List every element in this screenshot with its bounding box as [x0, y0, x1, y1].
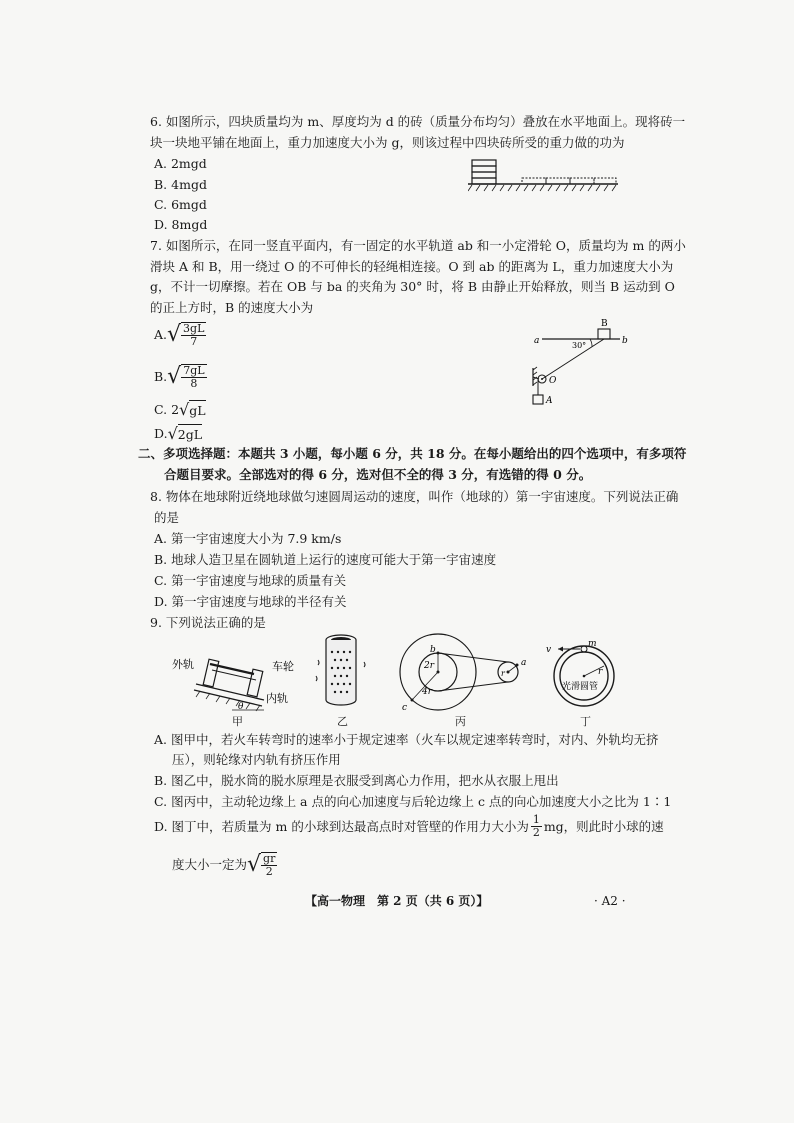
q7-option-a-label: A. [154, 327, 168, 342]
q9-fig-label-jia: 甲 [232, 715, 243, 728]
q7-option-a [154, 322, 206, 348]
q9-fig-v: v [546, 645, 552, 655]
q7-fig-O: O [549, 376, 557, 386]
q9-fig-label-ding: 丁 [580, 715, 591, 728]
q7-pulley-figure [530, 316, 634, 408]
q6-line1: 6. 如图所示，四块质量均为 m、厚度均为 d 的砖（质量分布均匀）叠放在水平地面上。现将砖一 [150, 114, 686, 129]
q7-option-c: C. 2 √ gL [154, 400, 206, 419]
q7-option-b-den: 8 [190, 377, 198, 390]
q9-fig-m: m [588, 639, 597, 649]
q7-fig-angle: 30° [572, 341, 587, 350]
q7-option-b-sqrt: √ $\frac{7gL}{8}$ [167, 364, 205, 390]
q9-fig-theta: θ [238, 702, 244, 712]
q9-fig-2r: 2r [424, 661, 435, 671]
q9-option-b: B. 图乙中，脱水筒的脱水原理是衣服受到离心力作用，把水从衣服上甩出 [154, 773, 559, 788]
q9-fig-tube: 光滑圆管 [562, 682, 599, 692]
q8-line1: 8. 物体在地球附近绕地球做匀速圆周运动的速度，叫作（地球的）第一宇宙速度。下列说法正确 [150, 489, 679, 504]
q9-figure-ding [540, 636, 620, 712]
q7-option-c-rad: gL [189, 400, 205, 421]
q9-fig-label-bing: 丙 [455, 715, 466, 728]
q9-fig-a: a [521, 658, 527, 668]
q7-option-d-rad: 2gL [178, 424, 202, 445]
q7-fig-a: a [534, 336, 540, 346]
q6-option-d: D. 8mgd [154, 217, 208, 232]
q9-option-d-frac-den: 2 [532, 826, 540, 839]
q7-option-c-label: C. 2 [154, 402, 180, 417]
q7-line4: 的正上方时，B 的速度大小为 [150, 300, 314, 315]
q9-option-d-line1 [154, 814, 664, 839]
page-code: · A2 · [594, 894, 626, 908]
q9-option-d-pre: D. 图丁中，若质量为 m 的小球到达最高点时对管壁的作用力大小为 [154, 818, 529, 834]
q7-fig-A: A [546, 396, 553, 406]
q9-fig-r: r [501, 669, 505, 678]
q7-option-a-num: 3gL [183, 322, 205, 335]
q6-option-a: A. 2mgd [154, 156, 207, 171]
q8-option-a: A. 第一宇宙速度大小为 7.9 km/s [154, 531, 342, 546]
q9-option-d-sqrt-den: 2 [265, 865, 273, 878]
q7-option-d-label: D. [154, 426, 168, 441]
q9-option-d-sqrt-num: gr [263, 852, 276, 865]
q9-fig-r2: r [598, 667, 603, 677]
q6-option-c: C. 6mgd [154, 197, 207, 212]
q7-fig-B: B [601, 319, 608, 329]
q7-option-a-den: 7 [190, 335, 198, 348]
q9-fig-c: c [402, 703, 408, 713]
q9-fig-wheel: 车轮 [272, 660, 294, 673]
q6-bricks-figure [468, 156, 620, 196]
q9-option-d-line2: 度大小一定为 √ $\frac{gr}{2}$ [172, 852, 276, 878]
q7-line1: 7. 如图所示，在同一竖直平面内，有一固定的水平轨道 ab 和一小定滑轮 O，质量均为 m 的两小 [150, 238, 686, 253]
q7-option-b-num: 7gL [183, 364, 205, 377]
page-footer: 【高一物理 第 2 页（共 6 页）】 [305, 894, 489, 908]
q9-option-d-post: mg，则此时小球的速 [543, 818, 664, 834]
q6-line2: 块一块地平铺在地面上，重力加速度大小为 g，则该过程中四块砖所受的重力做的功为 [150, 135, 625, 150]
q7-option-a-sqrt: √ $\frac{3gL}{7}$ [167, 322, 205, 348]
q8-option-b: B. 地球人造卫星在圆轨道上运行的速度可能大于第一宇宙速度 [154, 552, 497, 567]
section2-line1: 二、多项选择题：本题共 3 小题，每小题 6 分，共 18 分。在每小题给出的四个选项中，有多项符 [138, 446, 687, 461]
q7-option-b [154, 364, 207, 390]
q9-fig-b: b [430, 645, 436, 655]
q7-fig-b: b [622, 336, 628, 346]
q9-fig-inner-rail: 内轨 [266, 692, 288, 705]
q7-line3: g，不计一切摩擦。若在 OB 与 ba 的夹角为 30° 时，将 B 由静止开始释放，则当 B 运动到 O [150, 279, 675, 294]
q7-line2: 滑块 A 和 B，用一绕过 O 的不可伸长的轻绳相连接。O 到 ab 的距离为 L，重力加速度大小为 [150, 259, 674, 274]
q6-option-b: B. 4mgd [154, 177, 207, 192]
q9-option-d-frac-num: 1 [532, 813, 540, 826]
q9-fig-outer-rail: 外轨 [172, 658, 194, 671]
q7-option-d: D. √ 2gL [154, 424, 203, 443]
q8-option-d: D. 第一宇宙速度与地球的半径有关 [154, 594, 347, 609]
q9-stem: 9. 下列说法正确的是 [150, 615, 266, 630]
q9-option-d-line2-pre: 度大小一定为 [172, 857, 248, 872]
q9-figure-yi [310, 632, 372, 714]
q9-fig-label-yi: 乙 [337, 715, 348, 728]
q9-fig-4r: 4r [422, 687, 433, 697]
q9-option-c: C. 图丙中，主动轮边缘上 a 点的向心加速度与后轮边缘上 c 点的向心加速度大小之比为 1∶1 [154, 794, 672, 809]
q9-figure-bing [394, 632, 532, 714]
section2-line2: 合题目要求。全部选对的得 6 分，选对但不全的得 3 分，有选错的得 0 分。 [164, 467, 592, 482]
q9-option-a-line1: A. 图甲中，若火车转弯时的速率小于规定速率（火车以规定速率转弯时，对内、外轨均无挤 [154, 732, 659, 747]
q7-option-b-label: B. [154, 369, 168, 384]
q8-option-c: C. 第一宇宙速度与地球的质量有关 [154, 573, 347, 588]
q8-line2: 的是 [154, 510, 180, 525]
q9-option-a-line2: 压），则轮缘对内轨有挤压作用 [172, 752, 341, 767]
